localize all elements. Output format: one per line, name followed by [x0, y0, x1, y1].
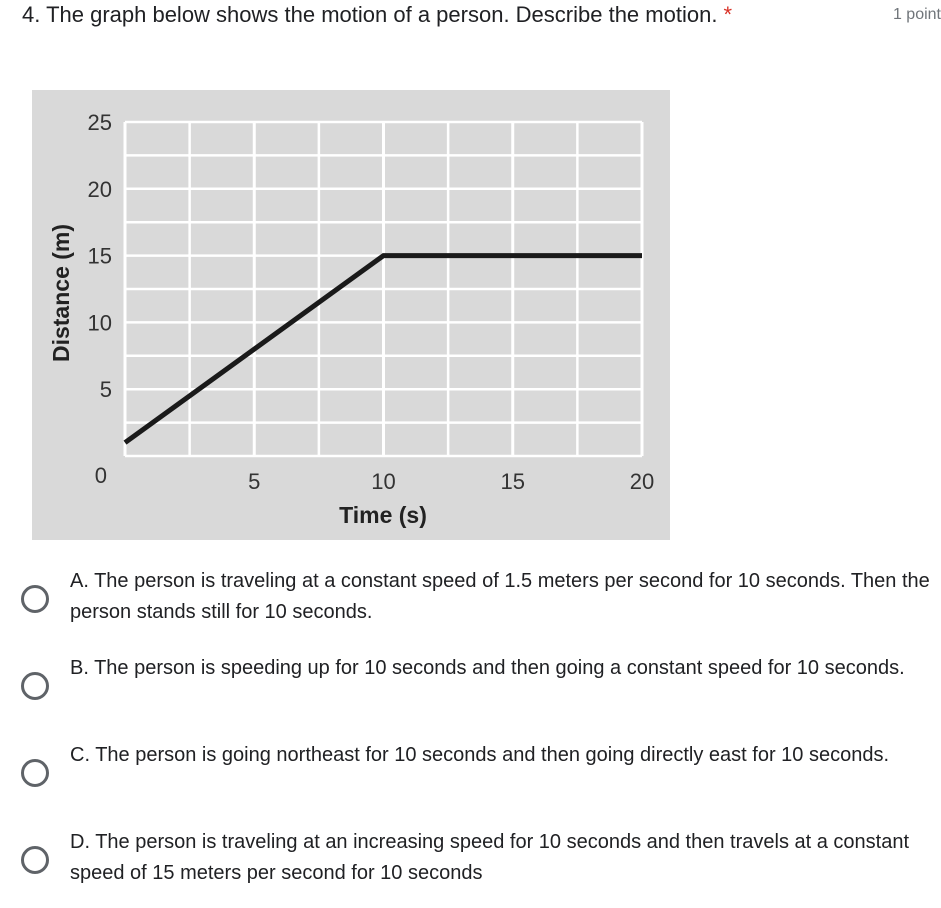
- distance-time-chart: [32, 90, 670, 540]
- y-axis-label: Distance (m): [48, 223, 74, 363]
- required-asterisk: *: [723, 2, 732, 27]
- question-header: [0, 0, 941, 40]
- question-text: 4. The graph below shows the motion of a person. Describe the motion.: [22, 2, 718, 27]
- option-a[interactable]: [0, 560, 941, 630]
- x-tick-label: 5: [248, 469, 261, 494]
- option-c-label: C. The person is going northeast for 10 seconds and then going directly east for 10 seconds.: [70, 744, 890, 766]
- radio-button-a[interactable]: [21, 585, 49, 613]
- question-image-chart: [32, 90, 670, 540]
- y-tick-label: 10: [87, 310, 112, 336]
- question-title: [22, 0, 732, 30]
- x-axis-label: Time (s): [339, 502, 427, 528]
- option-a-label: A. The person is traveling at a constant speed of 1.5 meters per second for 10 seconds. Then the person stands still for 10 seconds.: [70, 570, 930, 623]
- y-tick-label: 20: [87, 176, 112, 202]
- option-b[interactable]: [0, 647, 941, 717]
- question-points: 1 point: [892, 6, 941, 23]
- option-d-label: D. The person is traveling at an increasing speed for 10 seconds and then travels at a constant speed of 15 meters per second for 10 seconds: [70, 831, 910, 884]
- chart-background: [32, 90, 670, 540]
- x-tick-label: 20: [629, 469, 655, 494]
- y-tick-label: 25: [87, 110, 112, 135]
- y-tick-label: 15: [87, 243, 112, 269]
- origin-tick-label: 0: [94, 463, 107, 488]
- radio-button-d[interactable]: [21, 846, 49, 874]
- radio-button-b[interactable]: [21, 672, 49, 700]
- option-c[interactable]: [0, 734, 941, 804]
- option-d[interactable]: [0, 821, 941, 891]
- option-b-label: B. The person is speeding up for 10 seconds and then going a constant speed for 10 seconds.: [70, 657, 905, 679]
- y-tick-label: 5: [99, 377, 112, 403]
- x-tick-label: 10: [371, 469, 396, 494]
- x-tick-label: 15: [500, 469, 525, 494]
- radio-button-c[interactable]: [21, 759, 49, 787]
